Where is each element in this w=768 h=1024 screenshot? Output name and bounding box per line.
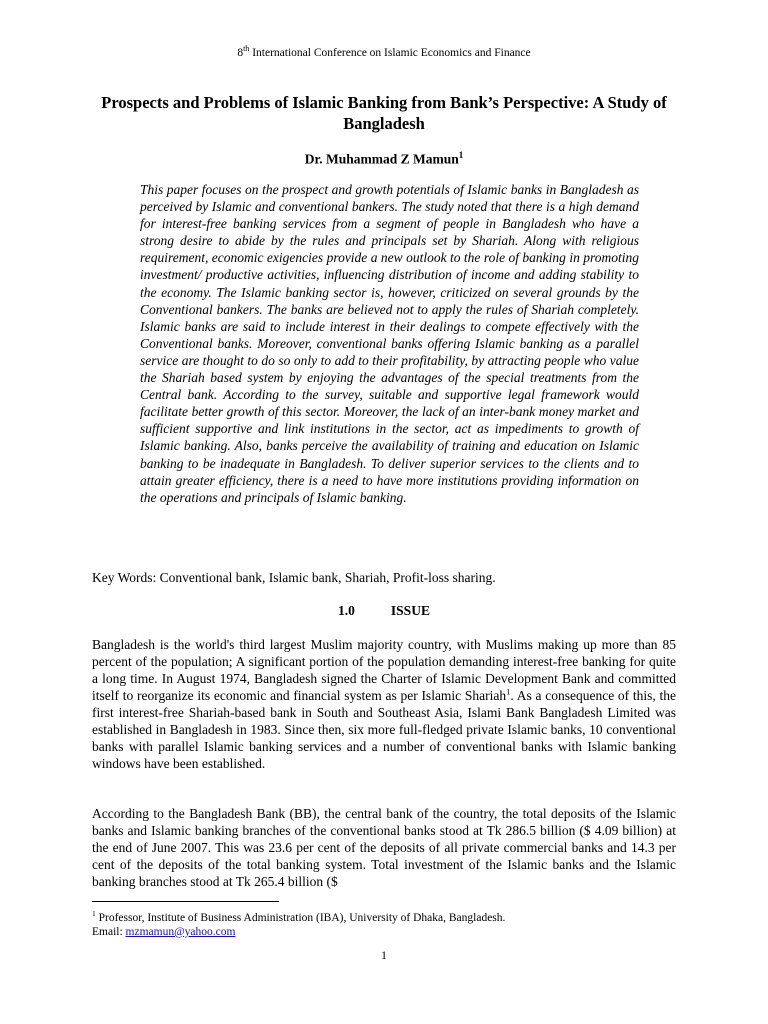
body-paragraph-2: According to the Bangladesh Bank (BB), the central bank of the country, the total deposits of the Islamic banks and Islamic banking branches of the conventional banks stood at Tk 286.5 billion ($ 4.09 billion) at the end of June 2007. This was 23.6 per cent of the deposits of all private commercial banks and 14.3 per cent of the deposits of the total banking system. Total investment of the Islamic banks and the Islamic banking branches stood at Tk 265.4 billion ($ [92,806,676,889]
section-number: 1.0 [338,603,355,618]
footnote-text: Professor, Institute of Business Administration (IBA), University of Dhaka, Bangladesh. [95,911,506,924]
header-ordinal-suffix: th [243,44,250,53]
paragraph-1-footnote-mark: 1 [506,686,511,697]
page-number: 1 [381,950,387,962]
author-line [0,147,768,168]
footnote-divider [92,901,279,902]
header-ordinal: 8 [237,46,244,59]
header-conference-name: International Conference on Islamic Economics and Finance [249,46,531,59]
section-heading [0,602,768,619]
author-footnote-mark: 1 [458,150,464,160]
body-paragraph-1 [92,636,676,772]
abstract-text: This paper focuses on the prospect and growth potentials of Islamic banks in Bangladesh as perceived by Islamic and conventional bankers. The study noted that there is a high demand for interest-free banking services from a segment of people in Bangladesh who have a strong desire to abide by the rules and principals set by Shariah. Along with religious requirement, economic exigencies provide a new outlook to the role of banking in promoting investment/ productive activities, influencing distribution of income and adding stability to the economy. The Islamic banking sector is, however, criticized on several grounds by the Conventional bankers. The banks are believed not to apply the rules of Shariah completely. Islamic banks are said to include interest in their dealings to compete effectively with the Conventional banks. Moreover, conventional banks offering Islamic banking as a parallel service are thought to do so only to add to their profitability, by attracting people who value the Shariah based system by enjoying the advantages of the special treatments from the Central bank. According to the survey, suitable and supportive legal framework would facilitate better growth of this sector. Moreover, the lack of an inter-bank money market and sufficient supportive and link institutions in the sector, act as impediments to growth of Islamic banking. Also, banks perceive the availability of training and education on Islamic banking to be inadequate in Bangladesh. To deliver superior services to the clients and to attain greater efficiency, there is a need to have more institutions providing information on the operations and principals of Islamic banking. [140,182,639,505]
footnote [92,907,676,939]
paper-title: Prospects and Problems of Islamic Banking from Bank’s Perspective: A Study of Bangladesh [101,93,667,133]
author-name: Dr. Muhammad Z Mamun [304,151,459,167]
email-label: Email: [92,925,126,938]
footnote-mark: 1 [92,909,96,918]
email-link[interactable]: mzmamun@yahoo.com [125,925,236,938]
footnote-line-2 [92,925,676,939]
footnote-line-1 [92,907,676,925]
paragraph-1-text-a: Bangladesh is the world's third largest Muslim majority country, with Muslims making up more than 85 percent of the population; A significant portion of the population demanding interest-free banking for quite a long time. In August 1974, Bangladesh signed the Charter of Islamic Development Bank and committed itself to reorganize its economic and financial system as per Islamic Shariah [92,637,676,703]
keywords-line: Key Words: Conventional bank, Islamic bank, Shariah, Profit-loss sharing. [92,570,496,585]
section-title: ISSUE [390,603,430,618]
paragraph-1-text-b: . As a consequence of this, the first interest-free Shariah-based bank in South and Southeast Asia, Islami Bank Bangladesh Limited was established in Bangladesh in 1983. Since then, six more full-fledged private Islamic banks, 10 conventional banks with parallel Islamic banking services and a number of conventional banks with Islamic banking windows have been established. [92,688,676,771]
conference-header [0,42,768,60]
